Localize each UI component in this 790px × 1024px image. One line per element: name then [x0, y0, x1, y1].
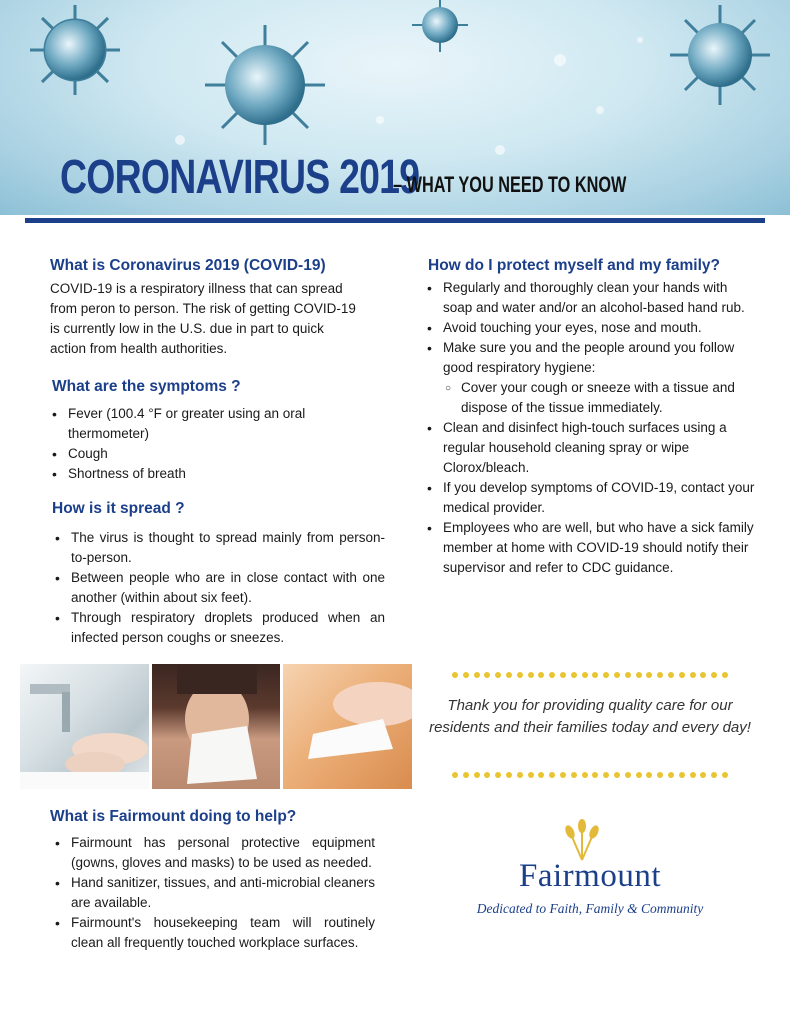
list-item: • Make sure you and the people around you follow good respiratory hygiene: [425, 338, 755, 378]
list-item: • Regularly and thoroughly clean your hands with soap and water and/or an alcohol-based hand rub. [425, 278, 755, 318]
protect-list [425, 278, 755, 578]
virus-icon [412, 0, 468, 52]
list-item: • Hand sanitizer, tissues, and anti-microbial cleaners are available. [53, 873, 375, 913]
logo-wordmark: Fairmount [519, 858, 661, 894]
list-item: • Employees who are well, but who have a sick family member at home with COVID-19 should notify their supervisor and refer to CDC guidance. [425, 518, 755, 578]
spread-heading: How is it spread ? [52, 500, 185, 517]
spread-list [53, 528, 385, 648]
fairmount-help-heading: What is Fairmount doing to help? [50, 808, 297, 825]
logo-tagline: Dedicated to Faith, Family & Community [476, 901, 704, 916]
photo-strip [20, 664, 412, 789]
fairmount-help-list [53, 833, 375, 953]
cleaning-surface-photo [283, 664, 412, 789]
list-item: • Cough [50, 444, 350, 464]
dot-divider-bottom [452, 772, 728, 780]
list-item: • Through respiratory droplets produced when an infected person coughs or sneezes. [53, 608, 385, 648]
list-item: • Fairmount has personal protective equipment (gowns, gloves and masks) to be used as needed. [53, 833, 375, 873]
header-banner [0, 0, 790, 215]
list-item: • Fairmount's housekeeping team will routinely clean all frequently touched workplace surfaces. [53, 913, 375, 953]
list-subitem: ○ Cover your cough or sneeze with a tissue and dispose of the tissue immediately. [425, 378, 755, 418]
what-is-line: is currently low in the U.S. due in part to quick [50, 321, 324, 336]
wheat-icon [560, 818, 604, 862]
list-item: • Fever (100.4 °F or greater using an oral thermometer) [50, 404, 350, 444]
what-is-line: COVID-19 is a respiratory illness that can spread [50, 281, 343, 296]
page-subtitle: – WHAT YOU NEED TO KNOW [393, 172, 627, 197]
tissue-sneeze-photo [152, 664, 281, 789]
handwashing-photo [20, 664, 149, 789]
dot-divider-top [452, 672, 728, 680]
what-is-text [50, 279, 395, 359]
page-title: CORONAVIRUS 2019 [60, 151, 420, 204]
symptoms-list [50, 404, 350, 484]
list-item: • If you develop symptoms of COVID-19, contact your medical provider. [425, 478, 755, 518]
what-is-line: action from health authorities. [50, 341, 228, 356]
list-item: • Avoid touching your eyes, nose and mouth. [425, 318, 755, 338]
protect-heading: How do I protect myself and my family? [428, 257, 720, 274]
header-divider [25, 218, 765, 223]
list-item: • Clean and disinfect high-touch surfaces using a regular household cleaning spray or wipe Clorox/bleach. [425, 418, 755, 478]
thank-you-message: Thank you for providing quality care for our residents and their families today and every day! [429, 697, 751, 736]
list-item: • Between people who are in close contact with one another (within about six feet). [53, 568, 385, 608]
virus-icon [670, 5, 770, 105]
what-is-line: from peron to person. The risk of getting COVID-19 [50, 301, 356, 316]
list-item: • The virus is thought to spread mainly from person-to-person. [53, 528, 385, 568]
what-is-heading: What is Coronavirus 2019 (COVID-19) [50, 257, 326, 274]
virus-icon [205, 25, 325, 145]
virus-icon [30, 5, 120, 95]
list-item: • Shortness of breath [50, 464, 350, 484]
symptoms-heading: What are the symptoms ? [52, 378, 241, 395]
